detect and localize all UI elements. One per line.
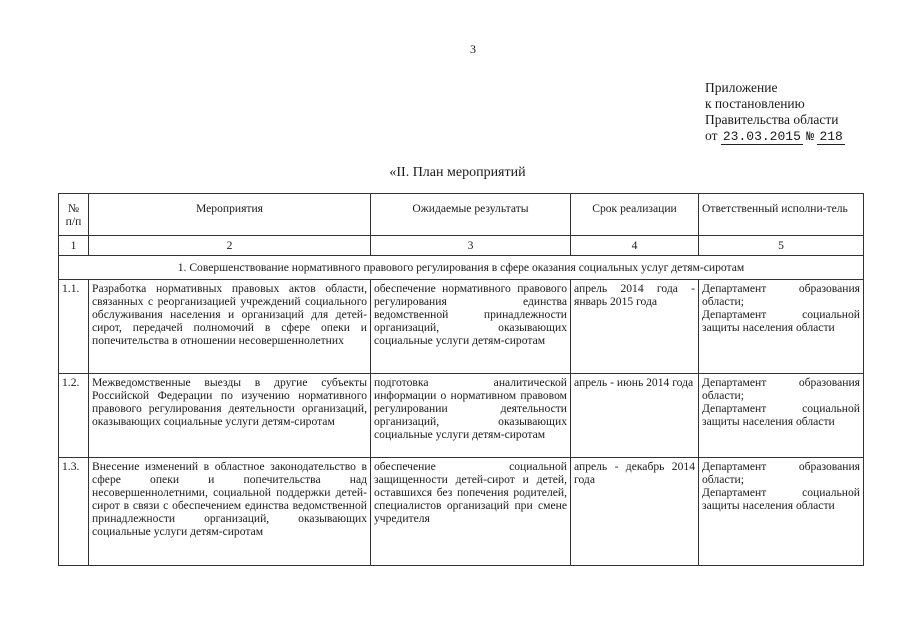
column-number: 4	[571, 236, 699, 256]
appendix-date-line	[705, 128, 845, 145]
row-measure: Разработка нормативных правовых актов области, связанных с реорганизацией учреждений социального обслуживания населения и организаций для детей-сирот, передачей полномочий в сфере опеки и попечительства в отношении несовершеннолетних	[89, 280, 371, 374]
row-number: 1.2.	[59, 374, 89, 458]
row-deadline: апрель - декабрь 2014 года	[571, 458, 699, 566]
row-measure: Внесение изменений в областное законодательство в сфере опеки и попечительства над несовершеннолетними, социальной поддержки детей-сирот в связи с обеспечением единства ведомственной принадлежности организаций, оказывающих социальные услуги детям-сиротам	[89, 458, 371, 566]
row-number: 1.3.	[59, 458, 89, 566]
table-row	[59, 374, 864, 458]
section-title: 1. Совершенствование нормативного правового регулирования в сфере оказания социальных услуг детям-сиротам	[59, 256, 864, 280]
document-title: «II. План мероприятий	[389, 165, 526, 180]
decree-number: 218	[819, 129, 843, 144]
row-responsible	[699, 458, 864, 566]
responsible-dept-2: Департамент социальной защиты населения области	[702, 308, 860, 334]
row-result: подготовка аналитической информации о нормативном правовом регулировании деятельности организаций, оказывающих социальные услуги детям-сиротам	[371, 374, 571, 458]
appendix-line-3: Правительства области	[705, 112, 839, 127]
column-number: 5	[699, 236, 864, 256]
column-number: 3	[371, 236, 571, 256]
responsible-dept-2: Департамент социальной защиты населения области	[702, 402, 860, 428]
row-measure: Межведомственные выезды в другие субъекты Российской Федерации по изучению нормативного правового регулирования деятельности организаций, оказывающих социальные услуги детям-сиротам	[89, 374, 371, 458]
responsible-dept-1: Департамент образования области;	[702, 460, 860, 486]
responsible-dept-2: Департамент социальной защиты населения области	[702, 486, 860, 512]
responsible-dept-1: Департамент образования области;	[702, 282, 860, 308]
header-responsible: Ответственный исполни-тель	[699, 194, 864, 236]
column-number-row	[59, 236, 864, 256]
table-header-row	[59, 194, 864, 236]
decree-date: 23.03.2015	[722, 129, 801, 144]
header-measures: Мероприятия	[89, 194, 371, 236]
row-responsible	[699, 374, 864, 458]
column-number: 1	[59, 236, 89, 256]
header-deadline: Срок реализации	[571, 194, 699, 236]
header-results: Ожидаемые результаты	[371, 194, 571, 236]
date-prefix: от	[705, 128, 718, 143]
number-prefix: №	[806, 129, 815, 144]
header-num: № п/п	[59, 194, 89, 236]
table-row	[59, 280, 864, 374]
row-deadline: апрель 2014 года - январь 2015 года	[571, 280, 699, 374]
appendix-line-1: Приложение	[705, 80, 778, 95]
appendix-line-2: к постановлению	[705, 96, 805, 111]
row-number: 1.1.	[59, 280, 89, 374]
column-number: 2	[89, 236, 371, 256]
page-number: 3	[470, 42, 476, 56]
row-deadline: апрель - июнь 2014 года	[571, 374, 699, 458]
row-result: обеспечение социальной защищенности детей-сирот и детей, оставшихся без попечения родителей, специалистов организаций при смене учредителя	[371, 458, 571, 566]
section-row	[59, 256, 864, 280]
plan-table	[58, 193, 864, 566]
responsible-dept-1: Департамент образования области;	[702, 376, 860, 402]
row-result: обеспечение нормативного правового регулирования единства ведомственной принадлежности организаций, оказывающих социальные услуги детям-сиротам	[371, 280, 571, 374]
table-row	[59, 458, 864, 566]
appendix-block	[705, 80, 845, 145]
row-responsible	[699, 280, 864, 374]
